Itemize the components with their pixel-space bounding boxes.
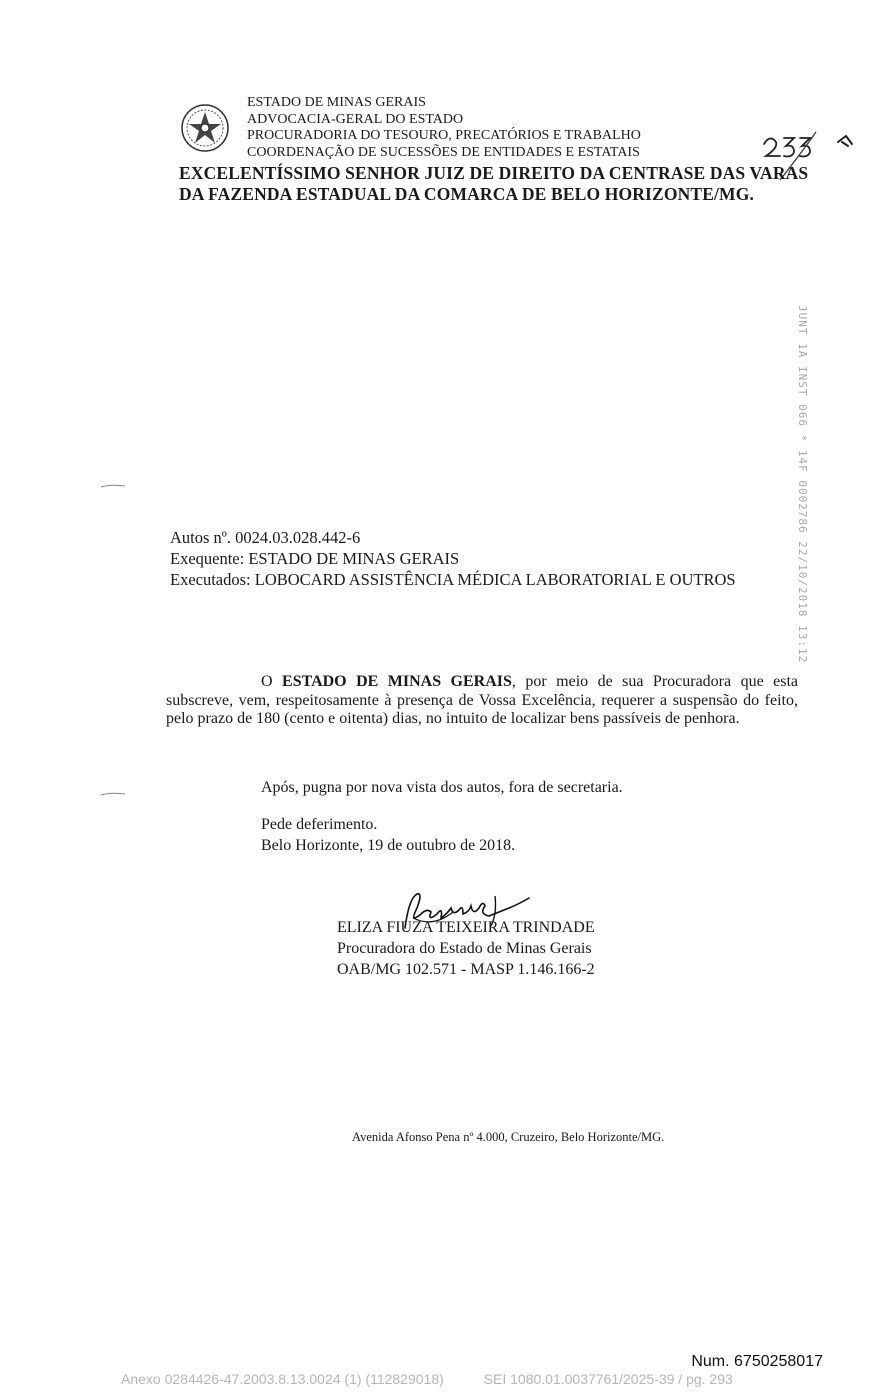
closing-block [261,814,515,856]
case-plaintiff: Exequente: ESTADO DE MINAS GERAIS [170,549,460,568]
place-date: Belo Horizonte, 19 de outubro de 2018. [261,837,516,854]
request-paragraph: Após, pugna por nova vista dos autos, fora de secretaria. [261,779,623,796]
addressee-line-1: EXCELENTÍSSIMO SENHOR JUIZ DE DIREITO DA CENTRASE DAS VARAS [179,163,809,183]
addressee-heading [179,163,808,205]
signer-role: Procuradora do Estado de Minas Gerais [337,940,592,957]
annex-info [121,1371,733,1387]
footer-address: Avenida Afonso Pena nº 4.000, Cruzeiro, Belo Horizonte/MG. [352,1130,665,1144]
case-number: Autos nº. 0024.03.028.442-6 [170,528,361,547]
paragraph-lead: O [261,673,273,690]
annex-reference: Anexo 0284426-47.2003.8.13.0024 (1) (112829018) [121,1371,444,1387]
signer-registration: OAB/MG 102.571 - MASP 1.146.166-2 [337,961,595,978]
letterhead-line-agency: ADVOCACIA-GERAL DO ESTADO [247,111,464,127]
letterhead-line-office: PROCURADORIA DO TESOURO, PRECATÓRIOS E TRABALHO [247,128,641,143]
margin-mark [100,792,126,796]
petition-paragraph [166,673,798,729]
addressee-line-2: DA FAZENDA ESTADUAL DA COMARCA DE BELO HORIZONTE/MG. [179,184,755,204]
margin-mark [100,484,126,488]
letterhead-line-coordination: COORDENAÇÃO DE SUCESSÕES DE ENTIDADES E ESTATAIS [247,144,640,160]
sei-reference: SEI 1080.01.0037761/2025-39 / pg. 293 [483,1371,733,1387]
protocol-stamp: JUNT 1A INST 066 * 14F 0002786 22/10/2018 13:12 [796,305,809,664]
case-info [170,527,736,590]
party-name-bold: ESTADO DE MINAS GERAIS [282,673,512,690]
letterhead [247,95,641,161]
letterhead-line-state: ESTADO DE MINAS GERAIS [247,95,426,110]
case-defendants: Executados: LOBOCARD ASSISTÊNCIA MÉDICA LABORATORIAL E OUTROS [170,570,736,589]
closing-text: Pede deferimento. [261,816,378,833]
signer-name: ELIZA FIUZA TEIXEIRA TRINDADE [337,919,595,936]
signature-block [337,917,595,980]
coat-of-arms-seal-icon [180,103,230,153]
document-number: Num. 6750258017 [691,1353,823,1370]
paragraph-text: , por meio de sua Procuradora que esta subscreve, vem, respeitosamente à presença de Vossa Excelência, requerer a suspensão do feito, pelo prazo de 180 (cento e oitenta) dias, no intuito de localizar bens passíveis de penhora. [166,673,798,727]
